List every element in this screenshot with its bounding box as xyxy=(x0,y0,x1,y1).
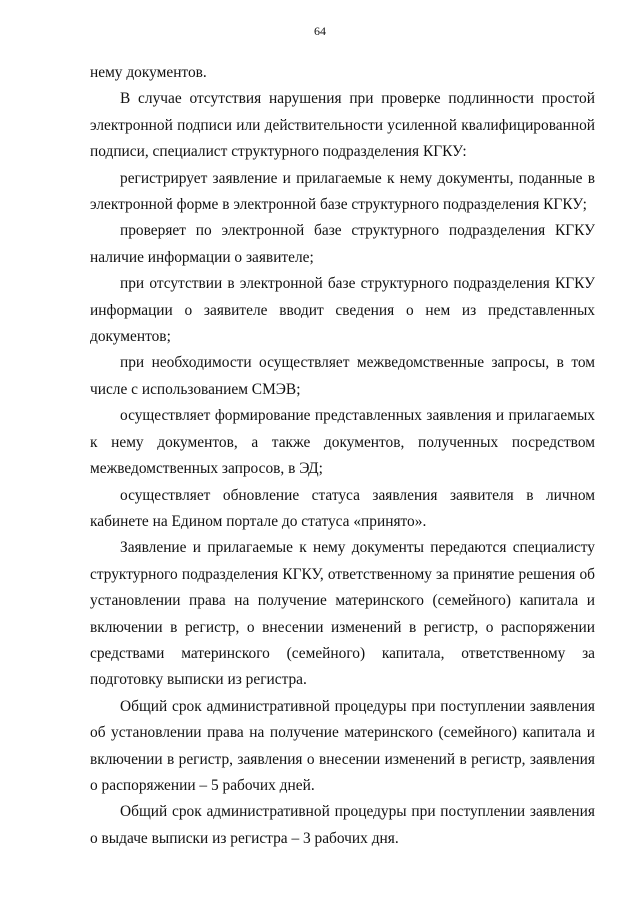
paragraph-4: проверяет по электронной базе структурного подразделения КГКУ наличие информации о заявителе; xyxy=(90,222,595,266)
paragraph-2: В случае отсутствия нарушения при проверке подлинности простой электронной подписи или действительности усиленной квалифицированной подписи, специалист структурного подразделения КГКУ: xyxy=(90,90,595,161)
paragraph-10: Общий срок административной процедуры при поступлении заявления об установлении права на получение материнского (семейного) капитала и включении в регистр, заявления о внесении изменений в регистр, заявления о распоряжении – 5 рабочих дней. xyxy=(90,697,595,794)
paragraph-11: Общий срок административной процедуры при поступлении заявления о выдаче выписки из регистра – 3 рабочих дня. xyxy=(90,803,595,847)
paragraph-7: осуществляет формирование представленных заявления и прилагаемых к нему документов, а также документов, полученных посредством межведомственных запросов, в ЭД; xyxy=(90,407,595,478)
paragraph-6: при необходимости осуществляет межведомственные запросы, в том числе с использованием СМЭВ; xyxy=(90,354,595,398)
paragraph-5: при отсутствии в электронной базе структурного подразделения КГКУ информации о заявителе вводит сведения о нем из представленных документов; xyxy=(90,275,595,346)
page-number: 64 xyxy=(314,24,326,38)
document-body xyxy=(90,60,595,852)
paragraph-3: регистрирует заявление и прилагаемые к нему документы, поданные в электронной форме в электронной базе структурного подразделения КГКУ; xyxy=(90,169,595,214)
paragraph-8: осуществляет обновление статуса заявления заявителя в личном кабинете на Едином портале до статуса «принято». xyxy=(90,486,595,530)
paragraph-9: Заявление и прилагаемые к нему документы передаются специалисту структурного подразделения КГКУ, ответственному за принятие решения об установлении права на получение материнского (семейного) капитала и включении в регистр, о внесении изменений в регистр, о распоряжении средствами материнского (семейного) капитала, ответственному за подготовку выписки из регистра. xyxy=(90,539,595,689)
paragraph-1: нему документов. xyxy=(90,64,207,81)
